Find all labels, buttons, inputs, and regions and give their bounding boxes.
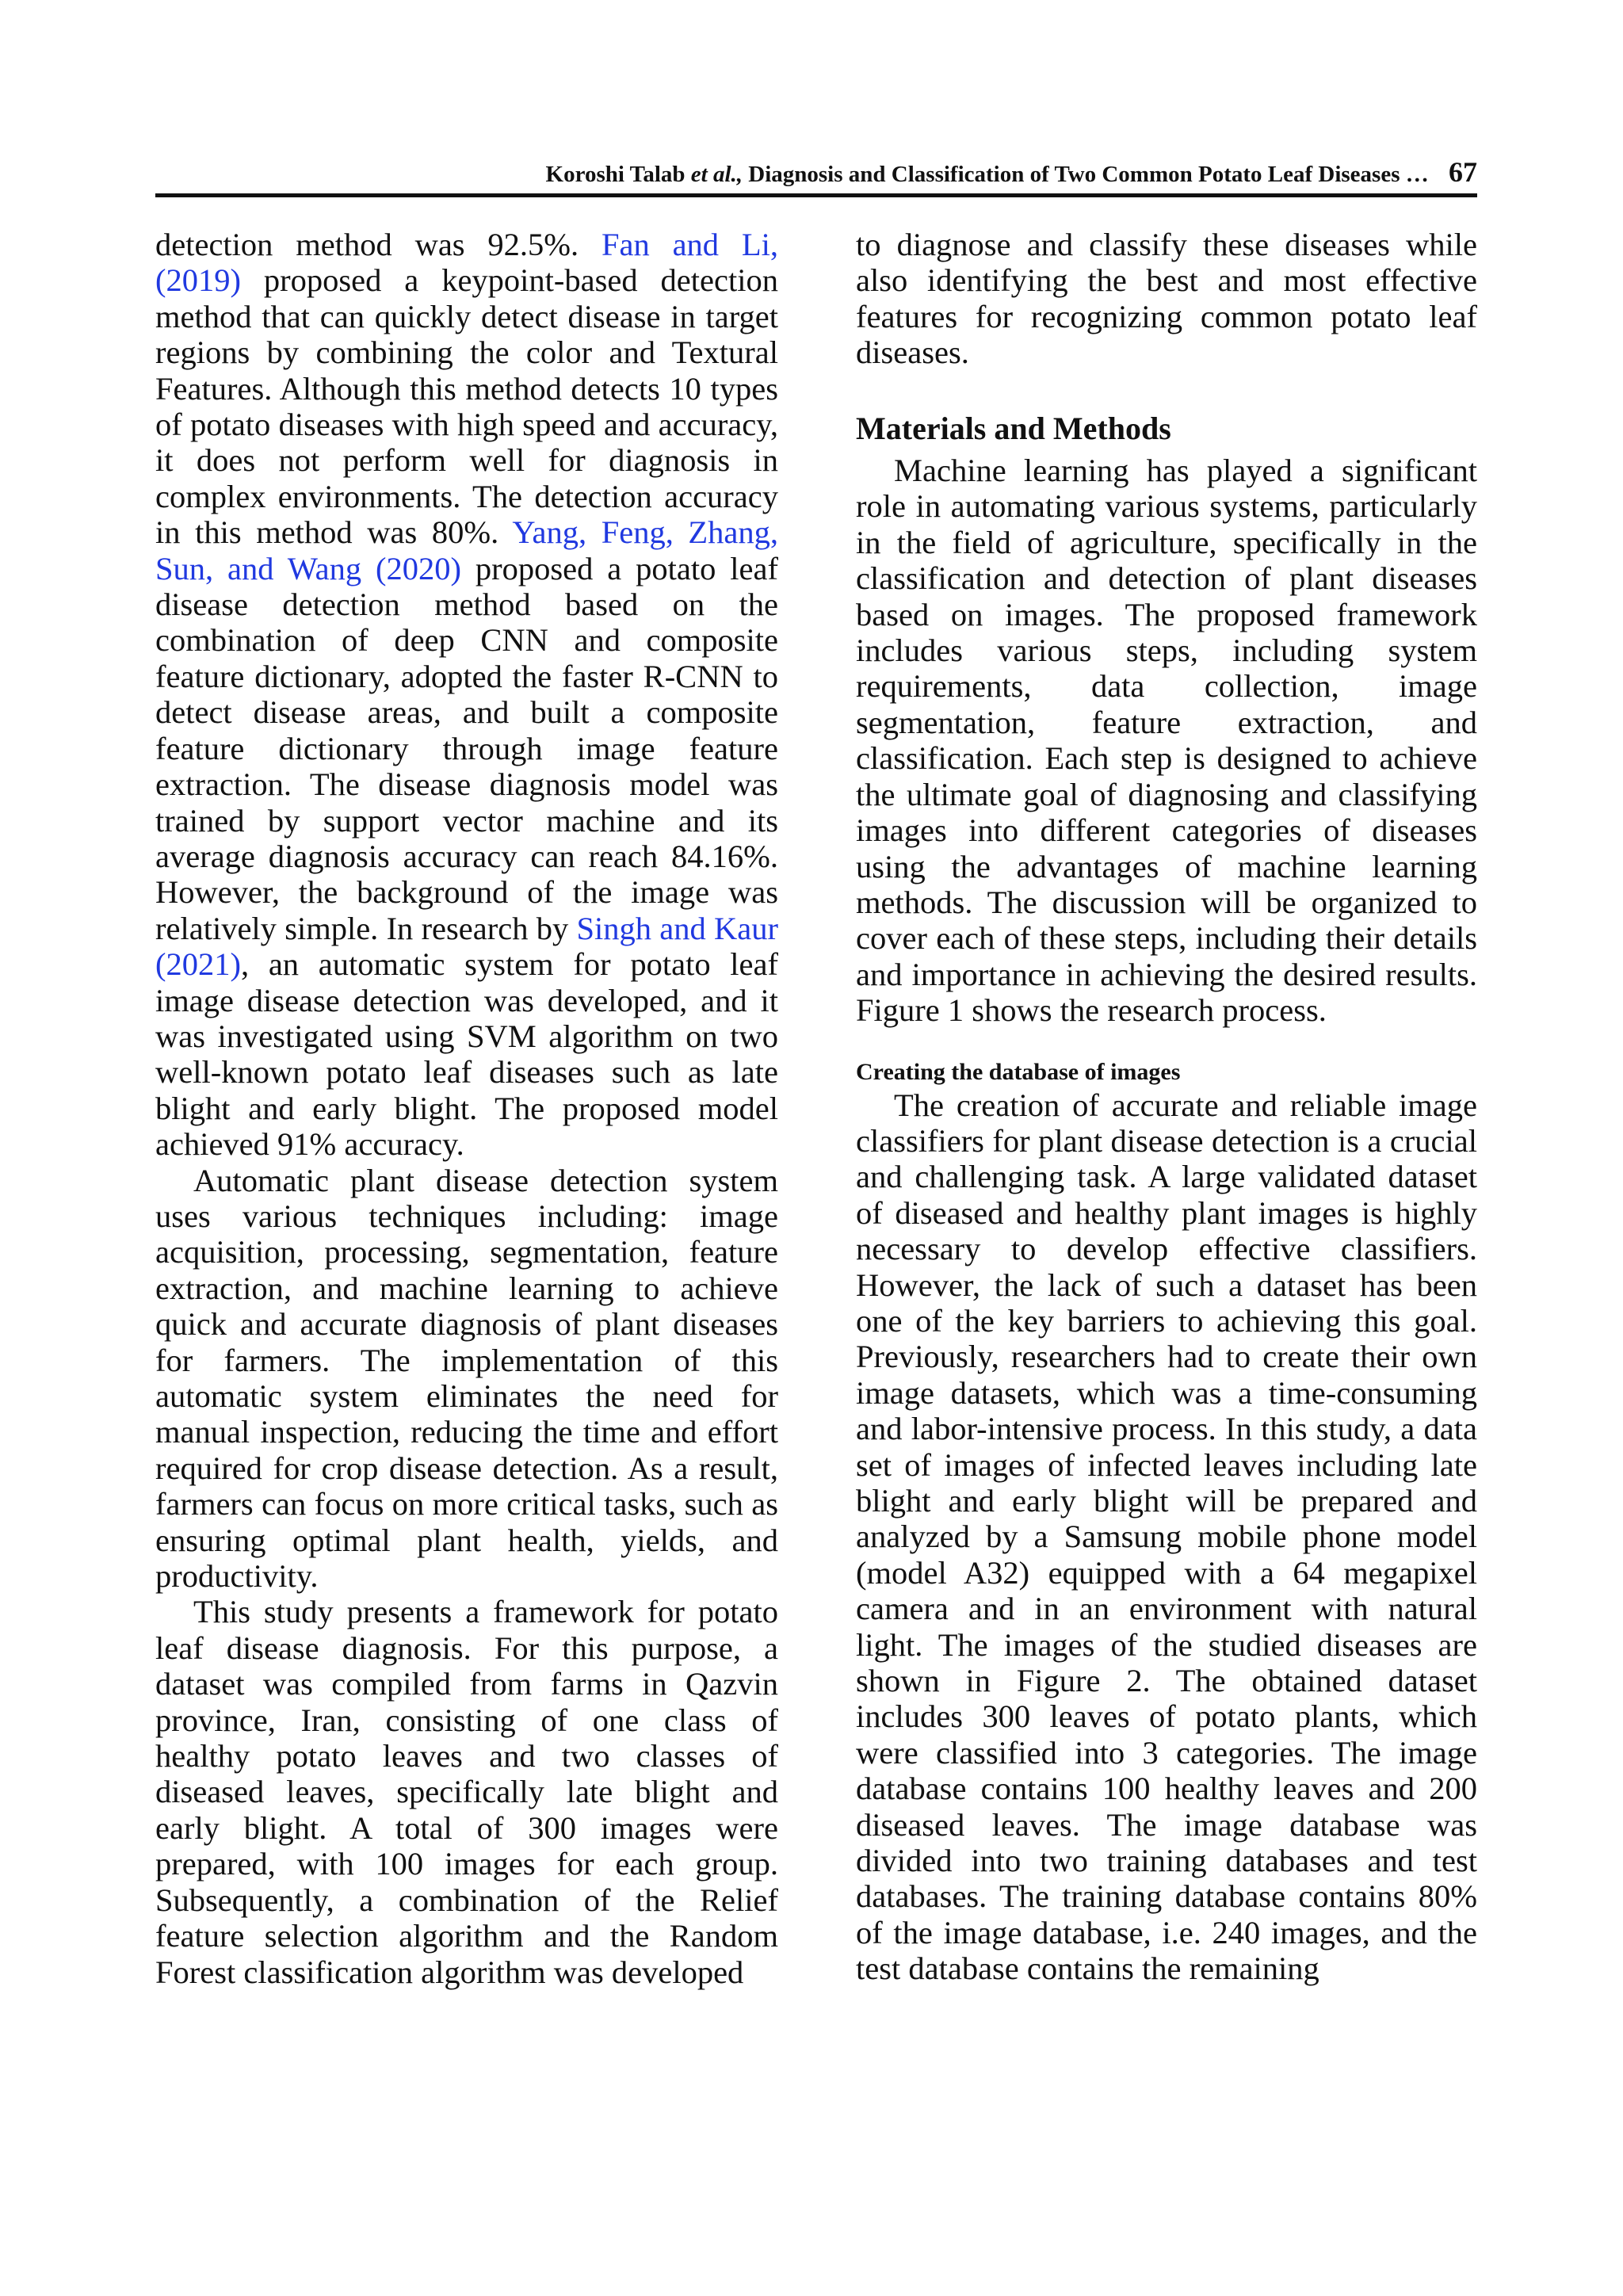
citation-fan-li[interactable]: Fan and Li, (2019) (155, 227, 778, 299)
text-run: , an automatic system for potato leaf image disease detection was developed, and it was investigated using SVM algorithm on two well-known potato leaf diseases such as late blight and early blight. The proposed model achieved 91% accuracy. (155, 946, 778, 1163)
left-column (155, 227, 778, 1990)
right-paragraph-3: The creation of accurate and reliable image classifiers for plant disease detection is a crucial and challenging task. A large validated dataset of diseased and healthy plant images is highly necessary to develop effective classifiers. However, the lack of such a dataset has been one of the key barriers to achieving this goal. Previously, researchers had to create their own image datasets, which was a time-consuming and labor-intensive process. In this study, a data set of images of infected leaves including late blight and early blight will be prepared and analyzed by a Samsung mobile phone model (model A32) equipped with a 64 megapixel camera and in an environment with natural light. The images of the studied diseases are shown in Figure 2. The obtained dataset includes 300 leaves of potato plants, which were classified into 3 categories. The image database contains 100 healthy leaves and 200 diseased leaves. The image database was divided into two training databases and test databases. The training database contains 80% of the image database, i.e. 240 images, and the test database contains the remaining (856, 1087, 1477, 1987)
header-rule (155, 193, 1477, 197)
running-header (190, 155, 1477, 189)
right-paragraph-2: Machine learning has played a significant role in automating various systems, particularly in the field of agriculture, specifically in the classification and detection of plant diseases based on images. The proposed framework includes various steps, including system requirements, data collection, image segmentation, feature extraction, and classification. Each step is designed to achieve the ultimate goal of diagnosing and classifying images into different categories of diseases using the advantages of machine learning methods. The discussion will be organized to cover each of these steps, including their details and importance in achieving the desired results. Figure 1 shows the research process. (856, 453, 1477, 1029)
section-heading-materials-methods: Materials and Methods (856, 410, 1171, 446)
citation-singh-kaur[interactable]: Singh and Kaur (2021) (155, 910, 778, 983)
citation-yang-2020[interactable]: Yang, Feng, Zhang, Sun, and Wang (2020) (155, 514, 779, 586)
right-column (856, 227, 1477, 1987)
left-paragraph-1 (155, 227, 778, 1163)
text-run: proposed a potato leaf disease detection method based on the combination of deep CNN and composite feature dictionary, adopted the faster R-CNN to detect disease areas, and built a composite feature dictionary through image feature extraction. The disease diagnosis model was trained by support vector machine and its average diagnosis accuracy can reach 84.16%. However, the background of the image was relatively simple. In research by (155, 550, 778, 946)
header-title: Diagnosis and Classification of Two Common Potato Leaf Diseases … (748, 162, 1429, 187)
header-authors: Koroshi Talab (545, 162, 685, 187)
header-et-al: et al., (690, 162, 743, 187)
text-run: proposed a keypoint-based detection method that can quickly detect disease in target regions by combining the color and Textural Features. Although this method detects 10 types of potato diseases with high speed and accuracy, it does not perform well for diagnosis in complex environments. The detection accuracy in this method was 80%. (155, 262, 778, 551)
page-number: 67 (1449, 156, 1477, 188)
left-paragraph-3: This study presents a framework for potato leaf disease diagnosis. For this purpose, a dataset was compiled from farms in Qazvin province, Iran, consisting of one class of healthy potato leaves and two classes of diseased leaves, specifically late blight and early blight. A total of 300 images were prepared, with 100 images for each group. Subsequently, a combination of the Relief feature selection algorithm and the Random Forest classification algorithm was developed (155, 1594, 778, 1990)
left-paragraph-2: Automatic plant disease detection system uses various techniques including: image acquisition, processing, segmentation, feature extraction, and machine learning to achieve quick and accurate diagnosis of plant diseases for farmers. The implementation of this automatic system eliminates the need for manual inspection, reducing the time and effort required for crop disease detection. As a result, farmers can focus on more critical tasks, such as ensuring optimal plant health, yields, and productivity. (155, 1162, 778, 1595)
subheading-creating-database: Creating the database of images (856, 1058, 1181, 1085)
right-paragraph-1: to diagnose and classify these diseases while also identifying the best and most effective features for recognizing common potato leaf diseases. (856, 227, 1477, 371)
text-run: detection method was 92.5%. (155, 227, 601, 262)
